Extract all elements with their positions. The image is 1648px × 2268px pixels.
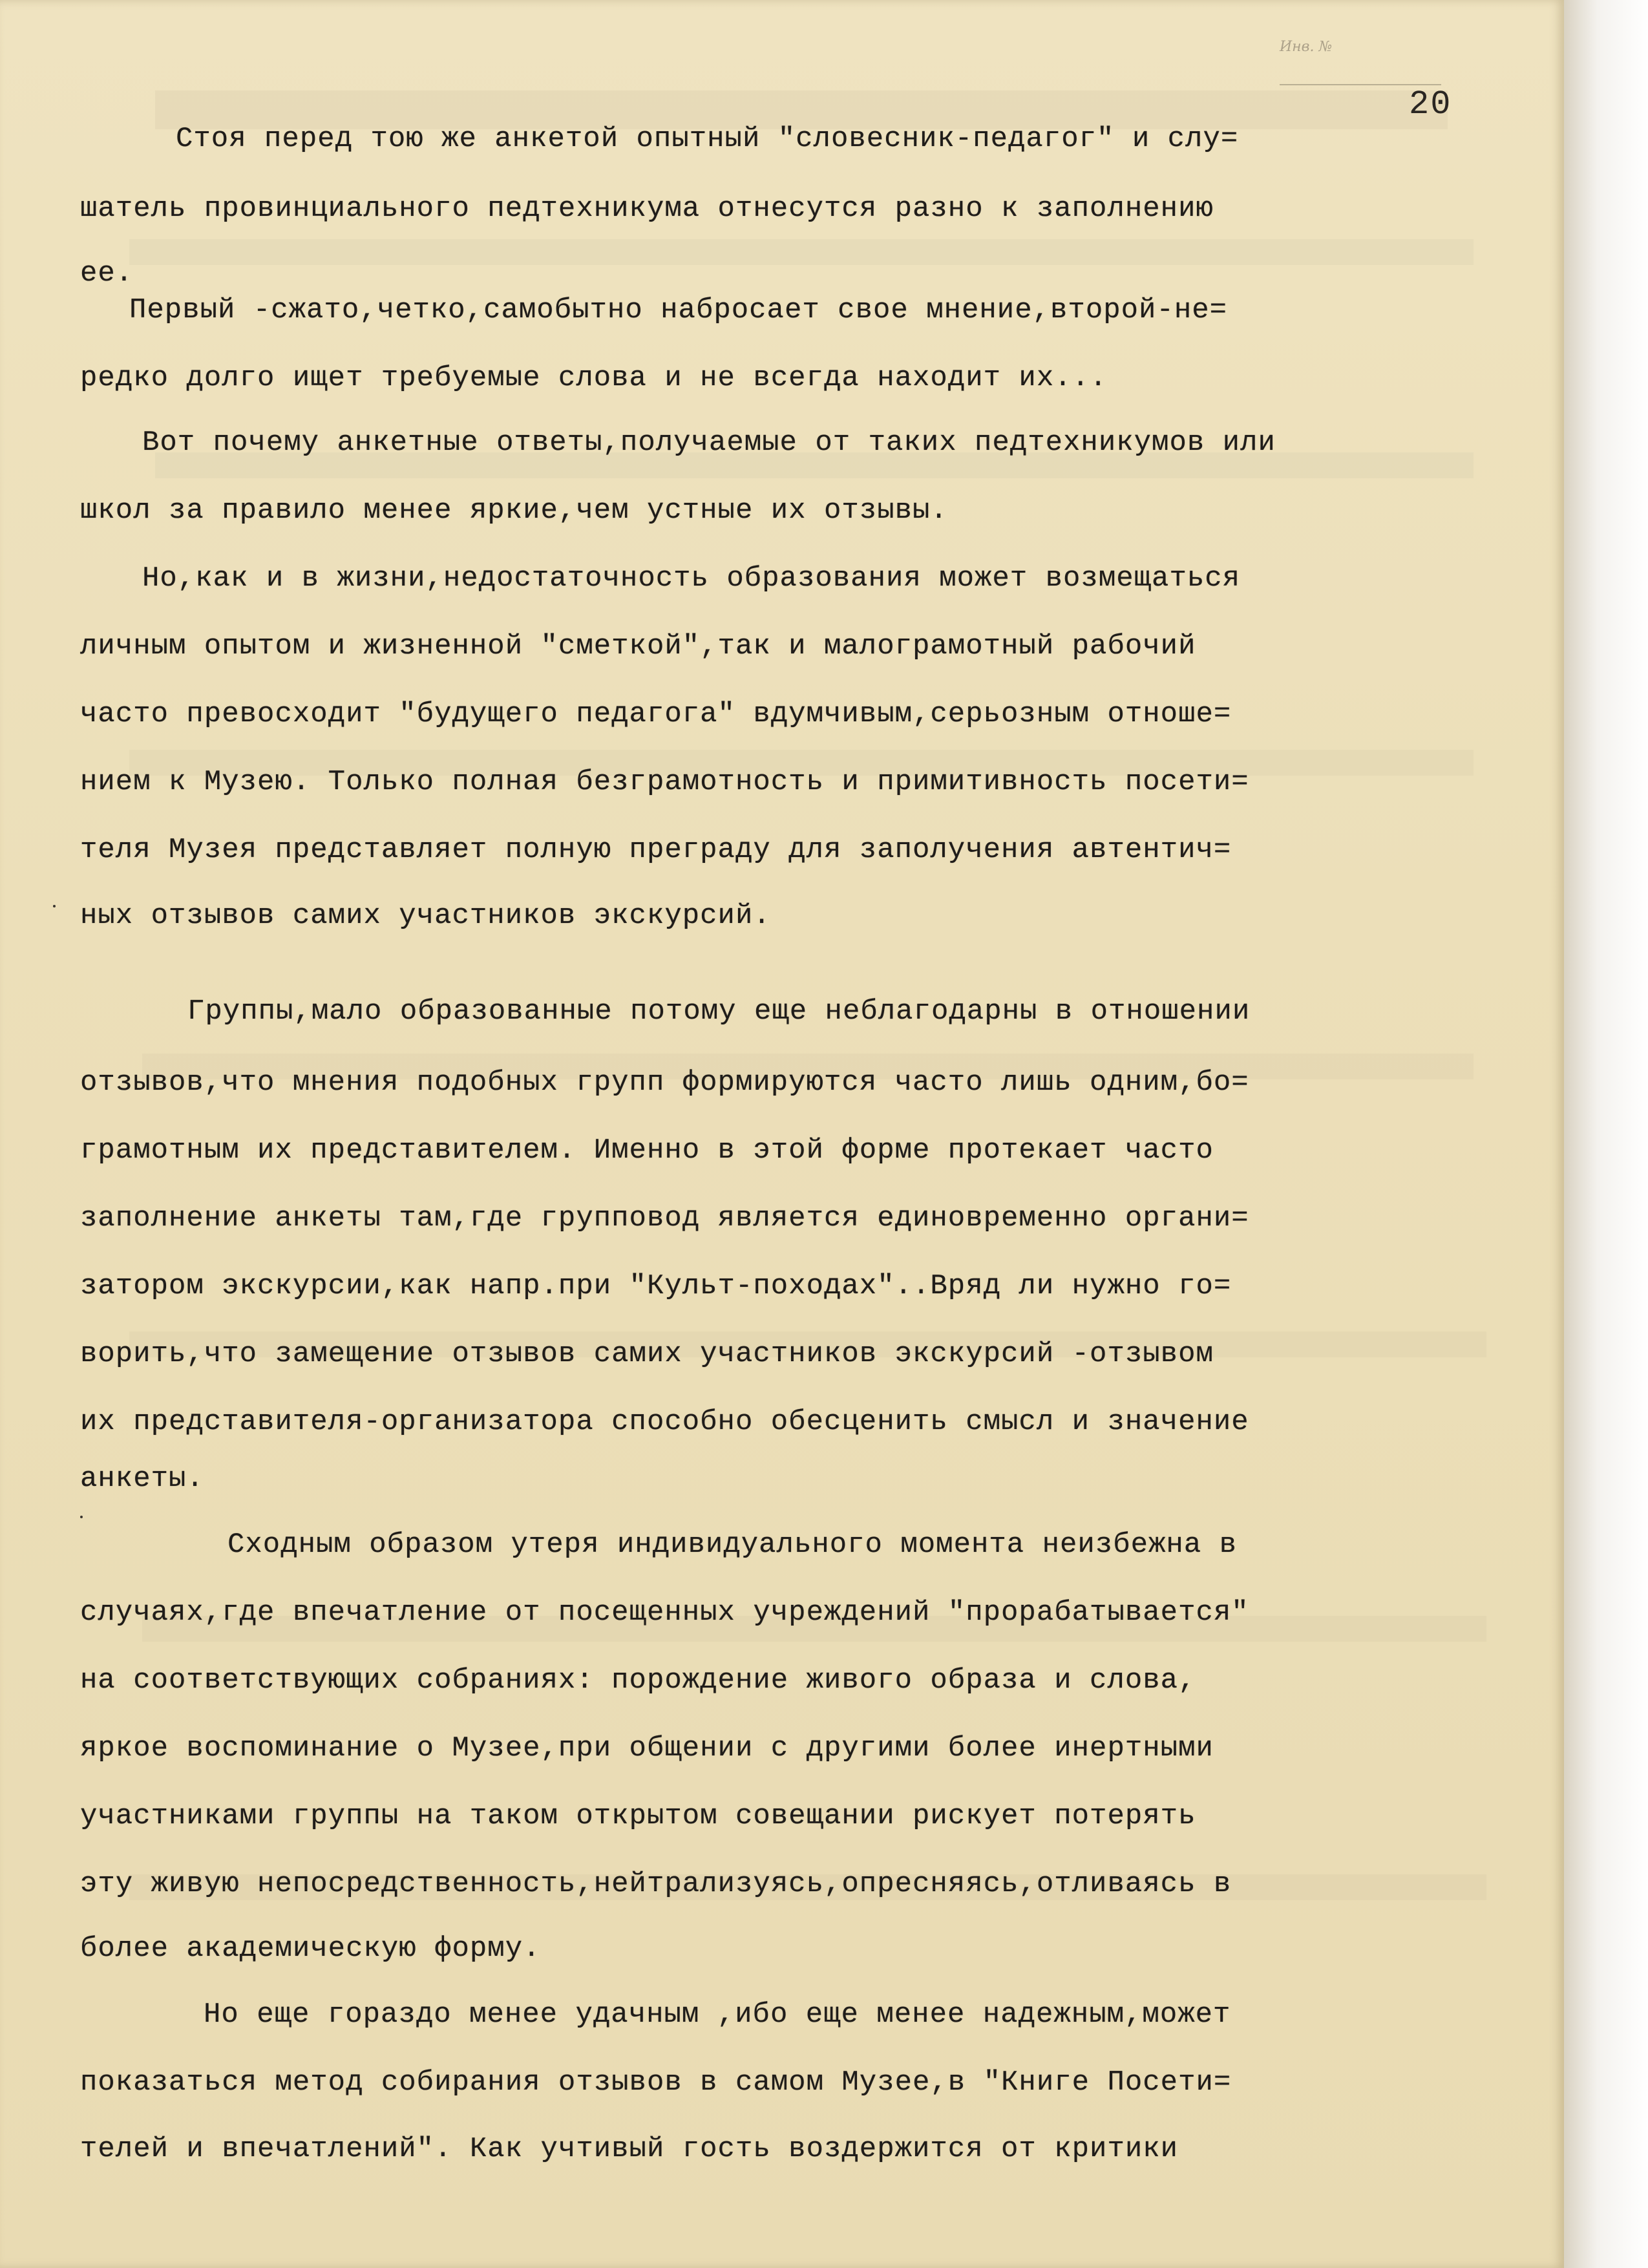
text-line: шатель провинциального педтехникума отнесутся разно к заполнению bbox=[80, 193, 1214, 225]
text-line: Первый -сжато,четко,самобытно набросает свое мнение,второй-не= bbox=[129, 294, 1228, 326]
text-line: Группы,мало образованные потому еще неблагодарны в отношении bbox=[187, 995, 1251, 1028]
text-line: затором экскурсии,как напр.при "Культ-походах"..Вряд ли нужно го= bbox=[80, 1270, 1232, 1302]
text-line: Но еще гораздо менее удачным ,ибо еще менее надежным,может bbox=[204, 1998, 1231, 2031]
text-line: на соответствующих собраниях: порождение живого образа и слова, bbox=[80, 1664, 1196, 1697]
text-line: часто превосходит "будущего педагога" вдумчивым,серьозным отноше= bbox=[80, 698, 1232, 730]
text-line: ных отзывов самих участников экскурсий. bbox=[80, 900, 771, 932]
text-line: Стоя перед тою же анкетой опытный "словесник-педагог" и слу= bbox=[176, 123, 1239, 155]
text-line: школ за правило менее яркие,чем устные их отзывы. bbox=[80, 494, 948, 527]
text-line: яркое воспоминание о Музее,при общении с другими более инертными bbox=[80, 1732, 1214, 1765]
text-line: Вот почему анкетные ответы,получаемые от таких педтехникумов или bbox=[142, 427, 1276, 459]
text-line: случаях,где впечатление от посещенных учреждений "прорабатывается" bbox=[80, 1596, 1249, 1629]
text-line: Но,как и в жизни,недостаточность образования может возмещаться bbox=[142, 562, 1241, 595]
text-line: Сходным образом утеря индивидуального момента неизбежна в bbox=[227, 1529, 1238, 1561]
scan-background bbox=[1564, 0, 1648, 2268]
text-line: отзывов,что мнения подобных групп формируются часто лишь одним,бо= bbox=[80, 1066, 1249, 1099]
text-line: более академическую форму. bbox=[80, 1933, 541, 1965]
text-line: показаться метод собирания отзывов в самом Музее,в "Книге Посети= bbox=[80, 2066, 1232, 2099]
text-line: теля Музея представляет полную преграду для заполучения автентич= bbox=[80, 834, 1232, 866]
text-line: личным опытом и жизненной "сметкой",так и малограмотный рабочий bbox=[80, 630, 1196, 662]
margin-dot bbox=[80, 1516, 83, 1518]
margin-dot bbox=[53, 905, 56, 907]
text-line: анкеты. bbox=[80, 1463, 204, 1495]
archive-stamp-text: Инв. № bbox=[1280, 39, 1333, 55]
text-line: их представителя-организатора способно обесценить смысл и значение bbox=[80, 1406, 1249, 1438]
text-line: грамотным их представителем. Именно в этой форме протекает часто bbox=[80, 1134, 1214, 1167]
page-number: 20 bbox=[1409, 85, 1452, 123]
text-line: ворить,что замещение отзывов самих участников экскурсий -отзывом bbox=[80, 1338, 1214, 1370]
text-line: ее. bbox=[80, 257, 134, 290]
text-line: эту живую непосредственность,нейтрализуясь,опресняясь,отливаясь в bbox=[80, 1868, 1232, 1900]
text-line: редко долго ищет требуемые слова и не всегда находит их... bbox=[80, 362, 1108, 394]
text-line: телей и впечатлений". Как учтивый гость воздержится от критики bbox=[80, 2133, 1179, 2165]
text-line: участниками группы на таком открытом совещании рискует потерять bbox=[80, 1800, 1196, 1832]
text-line: нием к Музею. Только полная безграмотность и примитивность посети= bbox=[80, 766, 1249, 798]
text-line: заполнение анкеты там,где групповод является единовременно органи= bbox=[80, 1202, 1249, 1235]
